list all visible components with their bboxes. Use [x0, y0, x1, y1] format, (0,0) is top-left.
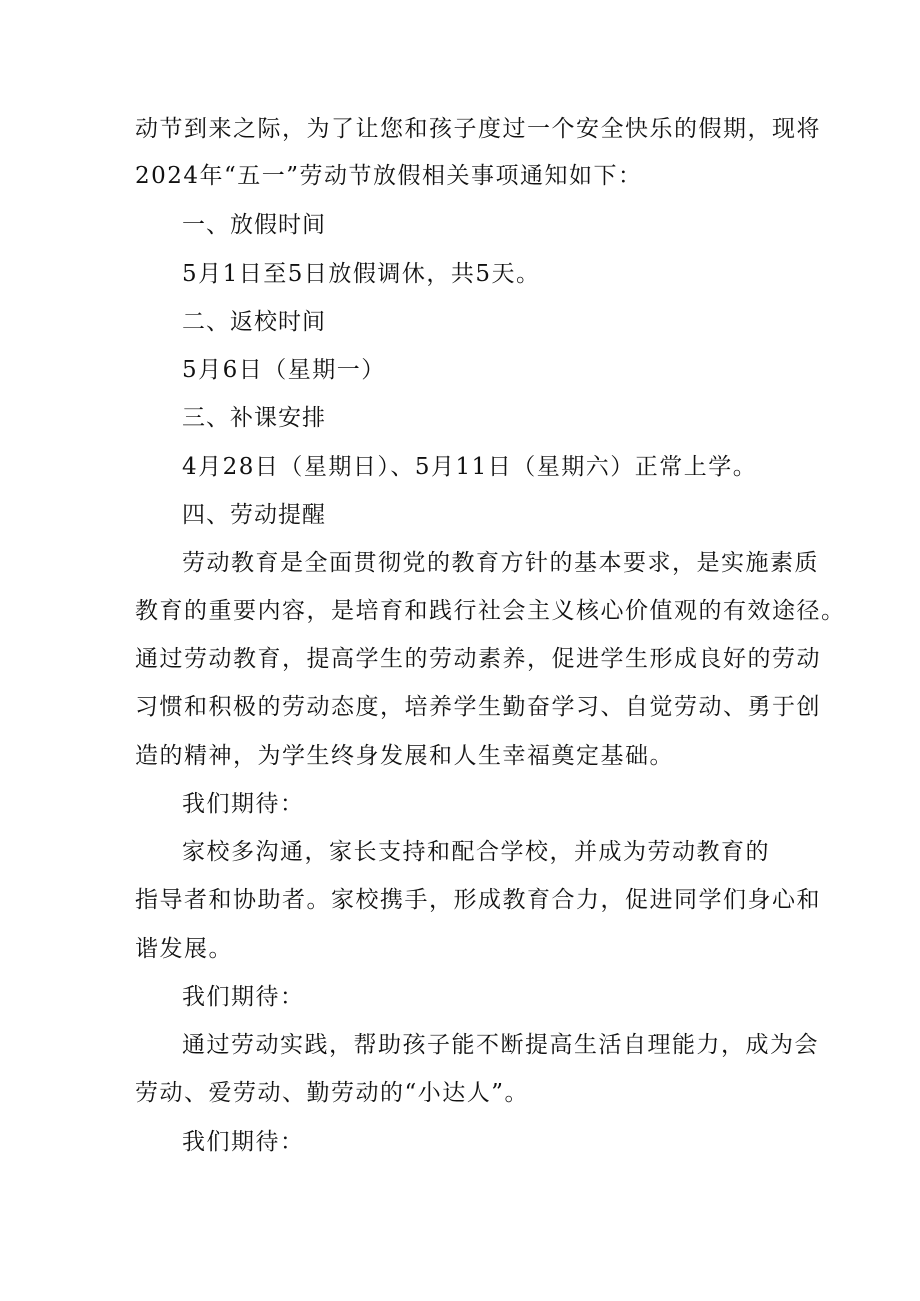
paragraph-line: 指导者和协助者。家校携手，形成教育合力，促进同学们身心和	[135, 887, 821, 913]
section-heading-holiday-time: 一、放假时间	[182, 212, 326, 238]
paragraph-line: 造的精神，为学生终身发展和人生幸福奠定基础。	[135, 743, 674, 769]
makeup-dates-text: 4月28日（星期日）、5月11日（星期六）正常上学。	[182, 454, 758, 480]
paragraph-line: 劳动、爱劳动、勤劳动的“小达人”。	[135, 1080, 530, 1106]
return-date-text: 5月6日（星期一）	[182, 357, 386, 383]
paragraph-line: 通过劳动教育，提高学生的劳动素养，促进学生形成良好的劳动	[135, 646, 821, 672]
section-heading-return-time: 二、返校时间	[182, 309, 326, 335]
expectation-label: 我们期待：	[182, 1129, 305, 1155]
paragraph-line: 教育的重要内容，是培育和践行社会主义核心价值观的有效途径。	[135, 598, 846, 624]
paragraph-line: 习惯和积极的劳动态度，培养学生勤奋学习、自觉劳动、勇于创	[135, 694, 821, 720]
holiday-dates-text: 5月1日至5日放假调休，共5天。	[182, 261, 541, 287]
paragraph-line: 劳动教育是全面贯彻党的教育方针的基本要求，是实施素质	[182, 550, 819, 576]
expectation-label: 我们期待：	[182, 791, 305, 817]
expectation-label: 我们期待：	[182, 984, 305, 1010]
paragraph-line: 谐发展。	[135, 936, 233, 962]
section-heading-labor-reminder: 四、劳动提醒	[182, 502, 326, 528]
paragraph-line: 家校多沟通，家长支持和配合学校，并成为劳动教育的	[182, 839, 770, 865]
paragraph-line: 通过劳动实践，帮助孩子能不断提高生活自理能力，成为会	[182, 1032, 819, 1058]
paragraph-line: 动节到来之际，为了让您和孩子度过一个安全快乐的假期，现将	[135, 116, 821, 142]
section-heading-makeup-classes: 三、补课安排	[182, 405, 326, 431]
paragraph-line: 2024年“五一”劳动节放假相关事项通知如下：	[135, 163, 643, 189]
